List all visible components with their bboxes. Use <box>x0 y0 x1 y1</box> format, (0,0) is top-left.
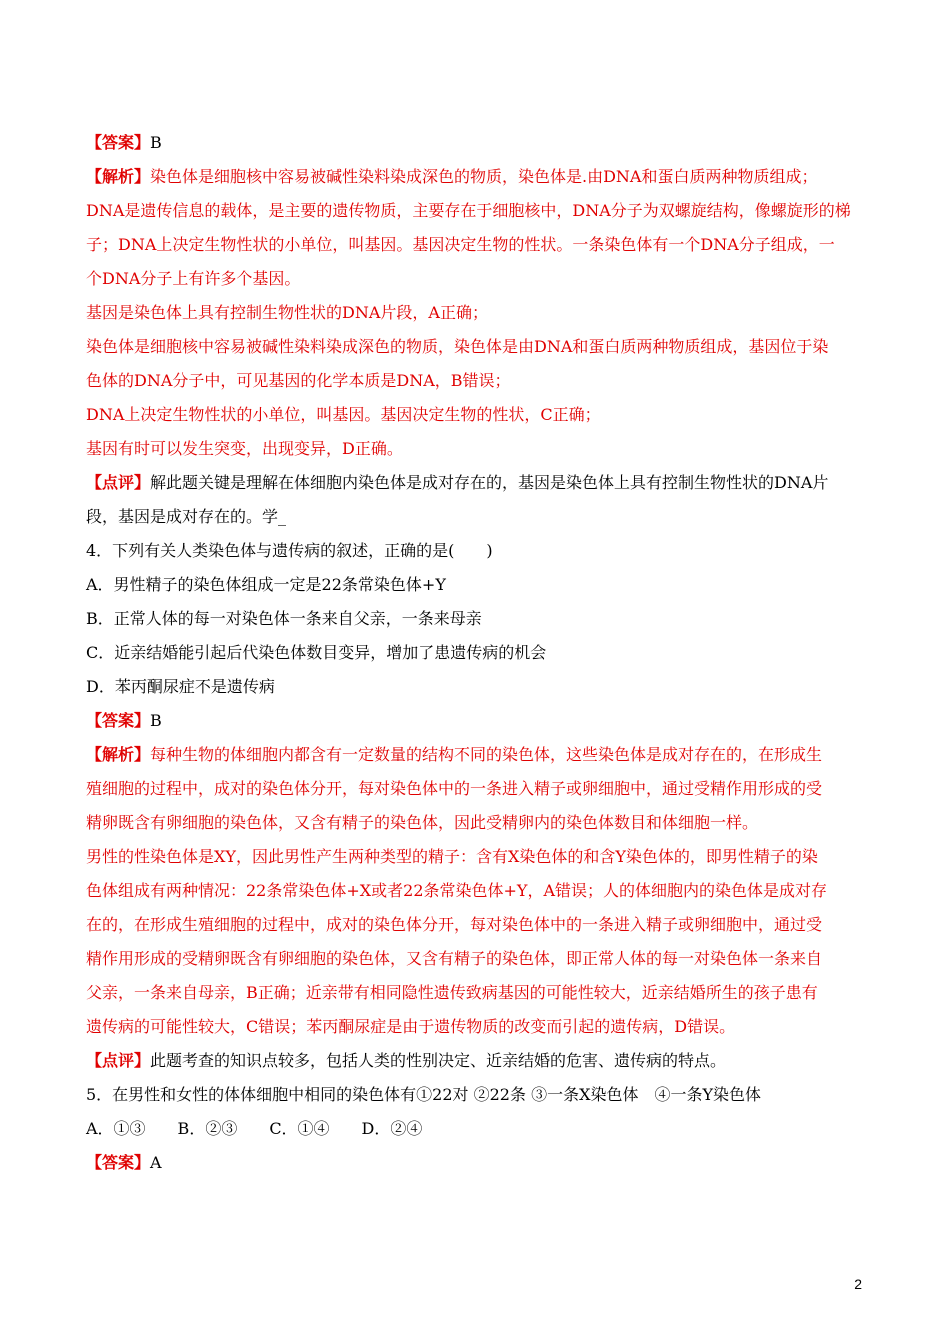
text-line <box>86 466 866 500</box>
text-line <box>86 160 866 194</box>
line-text: B <box>150 133 162 152</box>
text-line <box>86 704 866 738</box>
line-text: 精卵既含有卵细胞的染色体，又含有精子的染色体，因此受精卵内的染色体数目和体细胞一样。 <box>86 813 759 832</box>
line-text: A <box>150 1153 162 1172</box>
text-line <box>86 1010 866 1044</box>
line-text: 个DNA分子上有许多个基因。 <box>86 269 301 288</box>
line-text: A．①③ B．②③ C．①④ D．②④ <box>86 1119 423 1138</box>
text-line <box>86 772 866 806</box>
text-line <box>86 840 866 874</box>
text-line <box>86 942 866 976</box>
line-text: 殖细胞的过程中，成对的染色体分开，每对染色体中的一条进入精子或卵细胞中，通过受精作用形成的受 <box>86 779 823 798</box>
line-text: B <box>150 711 162 730</box>
line-text: 5．在男性和女性的体体细胞中相同的染色体有①22对 ②22条 ③一条X染色体 ④一条Y染色体 <box>86 1085 762 1104</box>
text-line <box>86 126 866 160</box>
line-text: 男性的性染色体是XY，因此男性产生两种类型的精子：含有X染色体的和含Y染色体的，即男性精子的染 <box>86 847 818 866</box>
line-text: C．近亲结婚能引起后代染色体数目变异，增加了患遗传病的机会 <box>86 643 547 662</box>
text-line <box>86 194 866 228</box>
text-line <box>86 398 866 432</box>
line-text: 色体组成有两种情况：22条常染色体+X或者22条常染色体+Y，A错误；人的体细胞内的染色体是成对存 <box>86 881 828 900</box>
text-line <box>86 364 866 398</box>
section-tag: 【答案】 <box>86 133 151 152</box>
text-line <box>86 228 866 262</box>
line-text: 色体的DNA分子中，可见基因的化学本质是DNA，B错误； <box>86 371 511 390</box>
text-line <box>86 874 866 908</box>
text-line <box>86 1078 866 1112</box>
text-line <box>86 330 866 364</box>
text-line <box>86 908 866 942</box>
line-text: 解此题关键是理解在体细胞内染色体是成对存在的，基因是染色体上具有控制生物性状的DNA片 <box>150 473 829 492</box>
text-line <box>86 602 866 636</box>
line-text: 4．下列有关人类染色体与遗传病的叙述，正确的是( ) <box>86 541 493 560</box>
text-line <box>86 534 866 568</box>
text-line <box>86 670 866 704</box>
line-text: DNA是遗传信息的载体，是主要的遗传物质，主要存在于细胞核中，DNA分子为双螺旋结构，像螺旋形的梯 <box>86 201 851 220</box>
text-line <box>86 296 866 330</box>
line-text: A．男性精子的染色体组成一定是22条常染色体+Y <box>86 575 446 594</box>
page-number: 2 <box>854 1276 862 1292</box>
line-text: 在的，在形成生殖细胞的过程中，成对的染色体分开，每对染色体中的一条进入精子或卵细胞中，通过受 <box>86 915 823 934</box>
line-text: 基因是染色体上具有控制生物性状的DNA片段，A正确； <box>86 303 488 322</box>
text-line <box>86 806 866 840</box>
line-text: B．正常人体的每一对染色体一条来自父亲，一条来母亲 <box>86 609 482 628</box>
line-text: 父亲，一条来自母亲，B正确；近亲带有相同隐性遗传致病基因的可能性较大，近亲结婚所生的孩子患有 <box>86 983 818 1002</box>
line-text: 遗传病的可能性较大，C错误；苯丙酮尿症是由于遗传物质的改变而引起的遗传病，D错误。 <box>86 1017 736 1036</box>
line-text: 此题考查的知识点较多，包括人类的性别决定、近亲结婚的危害、遗传病的特点。 <box>150 1051 727 1070</box>
line-text: 子；DNA上决定生物性状的小单位，叫基因。基因决定生物的性状。一条染色体有一个DNA分子组成，一 <box>86 235 835 254</box>
section-tag: 【解析】 <box>86 167 151 186</box>
line-text: D．苯丙酮尿症不是遗传病 <box>86 677 275 696</box>
text-line <box>86 432 866 466</box>
line-text: DNA上决定生物性状的小单位，叫基因。基因决定生物的性状，C正确； <box>86 405 601 424</box>
text-line <box>86 262 866 296</box>
text-line <box>86 636 866 670</box>
text-line <box>86 976 866 1010</box>
section-tag: 【答案】 <box>86 711 151 730</box>
line-text: 基因有时可以发生突变，出现变异，D正确。 <box>86 439 403 458</box>
text-line <box>86 1146 866 1180</box>
section-tag: 【答案】 <box>86 1153 151 1172</box>
text-line <box>86 1044 866 1078</box>
line-text: 精作用形成的受精卵既含有卵细胞的染色体，又含有精子的染色体，即正常人体的每一对染色体一条来自 <box>86 949 823 968</box>
line-text: 染色体是细胞核中容易被碱性染料染成深色的物质，染色体是由DNA和蛋白质两种物质组成，基因位于染 <box>86 337 829 356</box>
section-tag: 【点评】 <box>86 473 151 492</box>
line-text: 每种生物的体细胞内都含有一定数量的结构不同的染色体，这些染色体是成对存在的，在形成生 <box>150 745 823 764</box>
document-body <box>86 126 866 1180</box>
section-tag: 【点评】 <box>86 1051 151 1070</box>
line-text: 染色体是细胞核中容易被碱性染料染成深色的物质，染色体是.由DNA和蛋白质两种物质组成； <box>150 167 818 186</box>
section-tag: 【解析】 <box>86 745 151 764</box>
text-line <box>86 500 866 534</box>
text-line <box>86 568 866 602</box>
text-line <box>86 1112 866 1146</box>
line-text: 段，基因是成对存在的。学_ <box>86 507 287 526</box>
text-line <box>86 738 866 772</box>
